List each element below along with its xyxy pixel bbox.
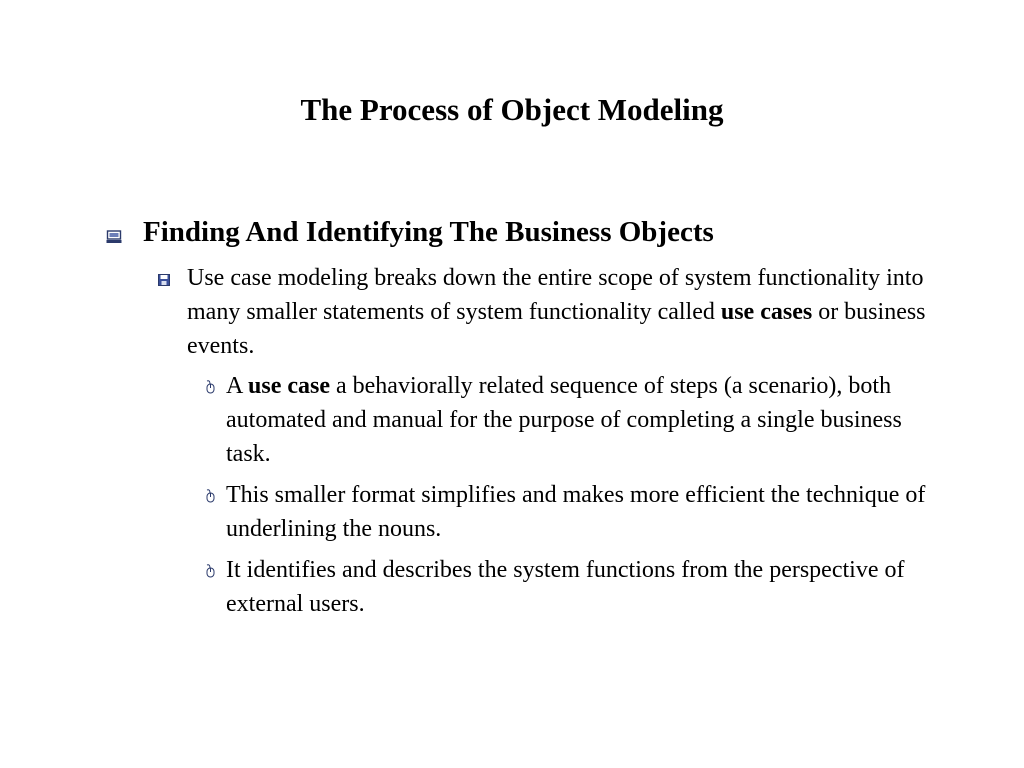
bullet-level3-text	[226, 369, 926, 471]
text-segment: Use case modeling breaks down the entire scope of system functionality into many smaller statements of system functionality called	[187, 265, 924, 325]
emphasis-term: use cases	[720, 299, 813, 325]
text-segment: or business events.	[187, 299, 926, 359]
mouse-icon	[204, 380, 216, 394]
mouse-icon	[204, 489, 216, 503]
slide-title: The Process of Object Modeling	[300, 92, 724, 127]
bullet-level3-text: This smaller format simplifies and makes more efficient the technique of underlining the nouns.	[226, 482, 926, 542]
text-segment: a behaviorally related sequence of steps (a scenario), both automated and manual for the purpose of completing a single business task.	[226, 373, 902, 467]
bullet-level2-text	[187, 261, 962, 363]
text-segment: A	[226, 373, 249, 399]
bullet-level1-text: Finding And Identifying The Business Objects	[143, 216, 714, 248]
floppy-disk-icon	[158, 274, 170, 286]
bullet-level3-text: It identifies and describes the system functions from the perspective of external users.	[226, 557, 905, 617]
computer-icon	[106, 230, 122, 244]
mouse-icon	[204, 564, 216, 578]
emphasis-term: use case	[248, 373, 330, 399]
